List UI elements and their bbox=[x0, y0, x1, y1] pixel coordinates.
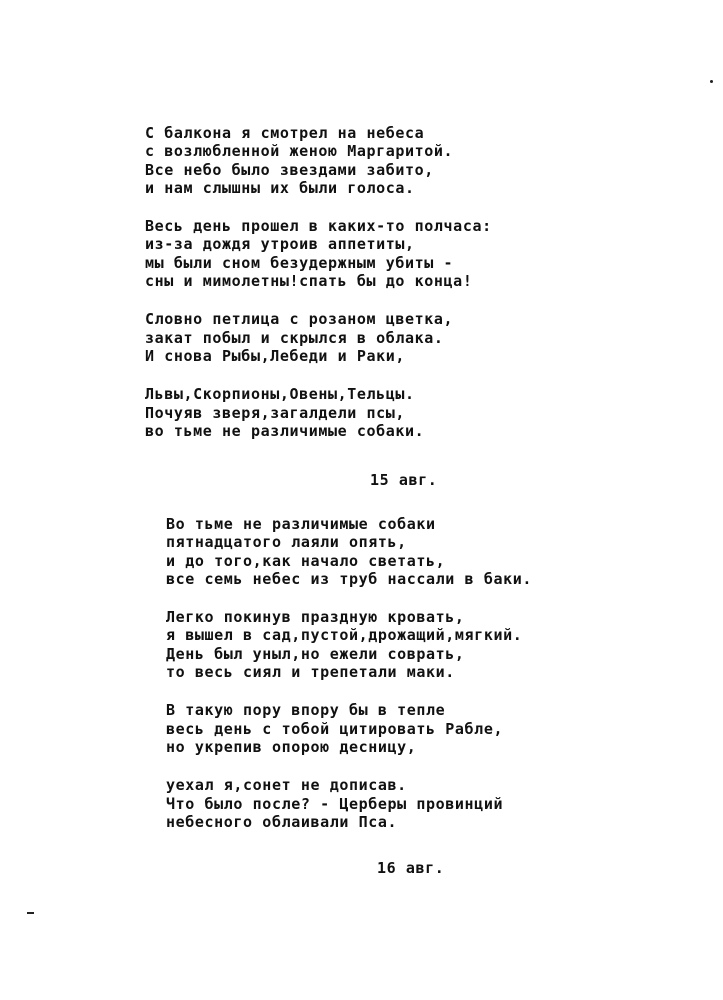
sonnet-2 bbox=[166, 515, 532, 851]
stanza bbox=[145, 385, 492, 440]
ink-speck bbox=[710, 80, 713, 83]
poem-line: с возлюбленной женою Маргаритой. bbox=[145, 142, 454, 161]
poem-line: Легко покинув праздную кровать, bbox=[166, 608, 465, 627]
poem-line: и до того,как начало светать, bbox=[166, 551, 446, 570]
poem-line: И снова Рыбы,Лебеди и Раки, bbox=[145, 346, 406, 365]
poem-line: и нам слышны их были голоса. bbox=[145, 178, 415, 197]
poem-line: закат побыл и скрылся в облака. bbox=[145, 328, 444, 347]
stanza bbox=[166, 515, 532, 588]
margin-tick-mark bbox=[27, 912, 34, 914]
poem-line: уехал я,сонет не дописав. bbox=[166, 776, 407, 795]
stanza bbox=[166, 701, 532, 756]
poem-line: Весь день прошел в каких-то полчаса: bbox=[145, 217, 492, 236]
stanza bbox=[145, 310, 492, 365]
poem-line: все семь небес из труб нассали в баки. bbox=[166, 569, 532, 588]
poem-line: то весь сиял и трепетали маки. bbox=[166, 663, 455, 682]
poem-line: Словно петлица с розаном цветка, bbox=[145, 310, 454, 329]
poem-line: Во тьме не различимые собаки bbox=[166, 515, 436, 533]
poem-line: весь день с тобой цитировать Рабле, bbox=[166, 719, 504, 738]
sonnet-1 bbox=[145, 124, 492, 460]
stanza bbox=[166, 776, 532, 831]
poem-line: пятнадцатого лаяли опять, bbox=[166, 533, 407, 552]
poem-line: Все небо было звездами забито, bbox=[145, 160, 434, 179]
poem-line: Почуяв зверя,загалдели псы, bbox=[145, 403, 406, 422]
poem-line: мы были сном безудержным убиты - bbox=[145, 253, 454, 272]
poem-line: во тьме не различимые собаки. bbox=[145, 421, 425, 440]
poem-line: С балкона я смотрел на небеса bbox=[145, 124, 425, 142]
poem-line: сны и мимолетны!спать бы до конца! bbox=[145, 272, 473, 291]
date-label: 15 авг. bbox=[370, 471, 438, 489]
poem-line: Львы,Скорпионы,Овены,Тельцы. bbox=[145, 385, 415, 404]
poem-line: я вышел в сад,пустой,дрожащий,мягкий. bbox=[166, 626, 523, 645]
date-label: 16 авг. bbox=[377, 859, 445, 877]
stanza bbox=[145, 217, 492, 290]
poem-line: Что было после? - Церберы провинций bbox=[166, 794, 504, 813]
poem-line: небесного облаивали Пса. bbox=[166, 812, 398, 831]
poem-line: День был уныл,но ежели соврать, bbox=[166, 644, 465, 663]
stanza bbox=[166, 608, 532, 681]
poem-line: из-за дождя утроив аппетиты, bbox=[145, 235, 415, 254]
stanza bbox=[145, 124, 492, 197]
poem-line: но укрепив опорою десницу, bbox=[166, 737, 417, 756]
poem-line: В такую пору впору бы в тепле bbox=[166, 701, 446, 720]
